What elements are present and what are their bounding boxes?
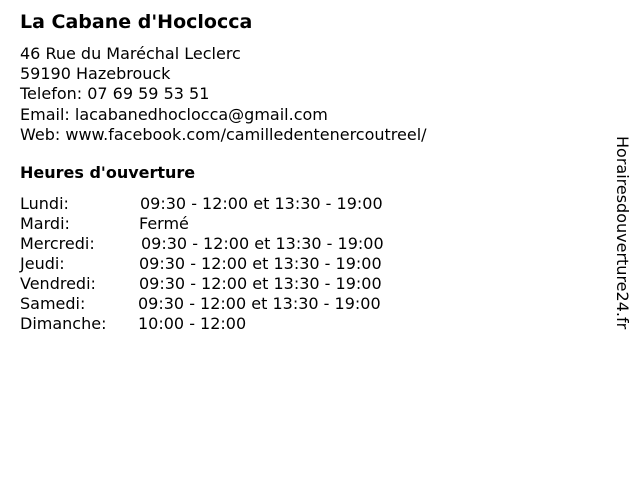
time-value: 09:30 - 12:00 et 13:30 - 19:00 [141,234,384,253]
day-label: Lundi: [20,194,69,213]
time-value: 09:30 - 12:00 et 13:30 - 19:00 [139,274,382,293]
business-name: La Cabane d'Hoclocca [20,11,253,33]
day-label: Jeudi: [20,254,65,273]
business-info [20,44,427,145]
address-city: 59190 Hazebrouck [20,64,171,84]
site-watermark: Horairesdouverture24.fr [613,136,632,330]
day-label: Mardi: [20,214,70,233]
phone-number: Telefon: 07 69 59 53 51 [20,84,210,104]
day-label: Dimanche: [20,314,107,333]
website-url: Web: www.facebook.com/camilledentenercoutreel/ [20,124,427,144]
day-label: Vendredi: [20,274,96,293]
day-label: Samedi: [20,294,86,313]
time-value: 09:30 - 12:00 et 13:30 - 19:00 [140,194,383,213]
email-address: Email: lacabanedhoclocca@gmail.com [20,104,328,124]
time-value: 09:30 - 12:00 et 13:30 - 19:00 [139,254,382,273]
address-street: 46 Rue du Maréchal Leclerc [20,44,241,63]
opening-hours-heading: Heures d'ouverture [20,163,196,182]
time-value: 10:00 - 12:00 [138,314,247,333]
time-value: Fermé [139,214,189,233]
time-value: 09:30 - 12:00 et 13:30 - 19:00 [138,294,381,313]
day-label: Mercredi: [20,234,95,253]
